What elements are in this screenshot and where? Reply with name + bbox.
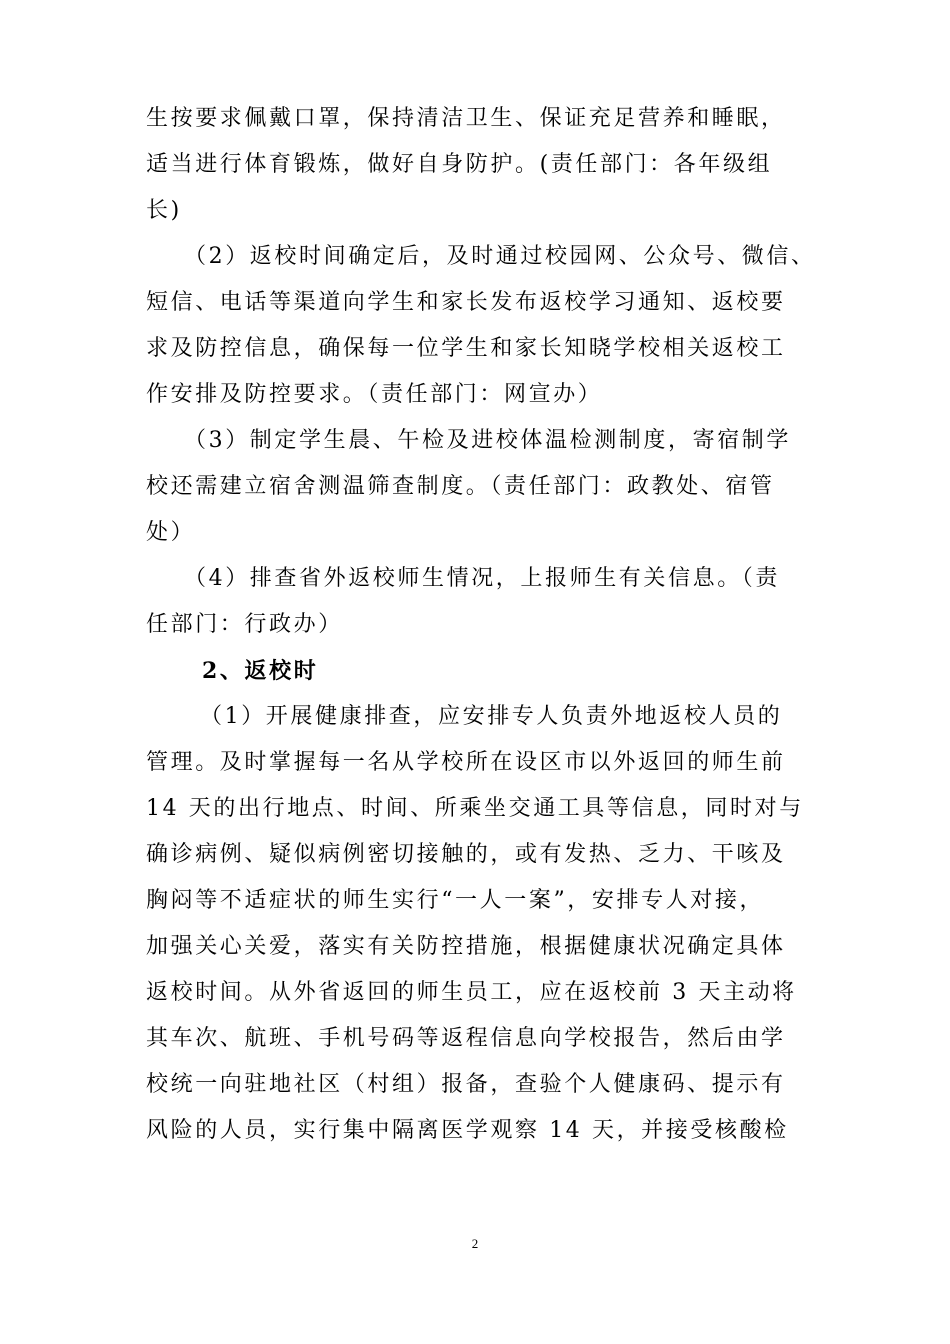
paragraph-line: 加强关心关爱，落实有关防控措施，根据健康状况确定具体 <box>146 934 786 959</box>
paragraph-line: 14 天的出行地点、时间、所乘坐交通工具等信息，同时对与 <box>146 796 804 821</box>
paragraph-line: 校统一向驻地社区（村组）报备，查验个人健康码、提示有 <box>146 1072 786 1097</box>
paragraph-line: 校还需建立宿舍测温筛查制度。（责任部门：政教处、宿管 <box>146 474 775 499</box>
paragraph-line: （3）制定学生晨、午检及进校体温检测制度，寄宿制学 <box>184 428 791 453</box>
section-heading: 2、返校时 <box>202 658 319 684</box>
paragraph-line: 返校时间。从外省返回的师生员工，应在返校前 3 天主动将 <box>146 980 797 1005</box>
paragraph-line: 短信、电话等渠道向学生和家长发布返校学习通知、返校要 <box>146 290 786 315</box>
paragraph-line: （4）排查省外返校师生情况，上报师生有关信息。（责 <box>184 566 780 591</box>
paragraph-line: 其车次、航班、手机号码等返程信息向学校报告，然后由学 <box>146 1026 786 1051</box>
page-number: 2 <box>471 1236 479 1251</box>
paragraph-line: （1）开展健康排查，应安排专人负责外地返校人员的 <box>200 704 783 729</box>
paragraph-line: 管理。及时掌握每一名从学校所在设区市以外返回的师生前 <box>146 750 786 775</box>
paragraph-line: 求及防控信息，确保每一位学生和家长知晓学校相关返校工 <box>146 336 786 361</box>
paragraph-line: 胸闷等不适症状的师生实行“一人一案”，安排专人对接， <box>146 888 765 913</box>
paragraph-line: 任部门：行政办） <box>146 612 343 637</box>
paragraph-line: 生按要求佩戴口罩，保持清洁卫生、保证充足营养和睡眠， <box>146 106 786 131</box>
paragraph-line: 长) <box>146 198 182 223</box>
paragraph-line: 作安排及防控要求。（责任部门：网宣办） <box>146 382 603 407</box>
paragraph-line: 处） <box>146 520 196 545</box>
paragraph-line: （2）返校时间确定后，及时通过校园网、公众号、微信、 <box>184 244 816 269</box>
paragraph-line: 风险的人员，实行集中隔离医学观察 14 天，并接受核酸检 <box>146 1118 789 1143</box>
paragraph-line: 确诊病例、疑似病例密切接触的，或有发热、乏力、干咳及 <box>146 842 786 867</box>
paragraph-line: 适当进行体育锻炼，做好自身防护。(责任部门：各年级组 <box>146 152 773 177</box>
